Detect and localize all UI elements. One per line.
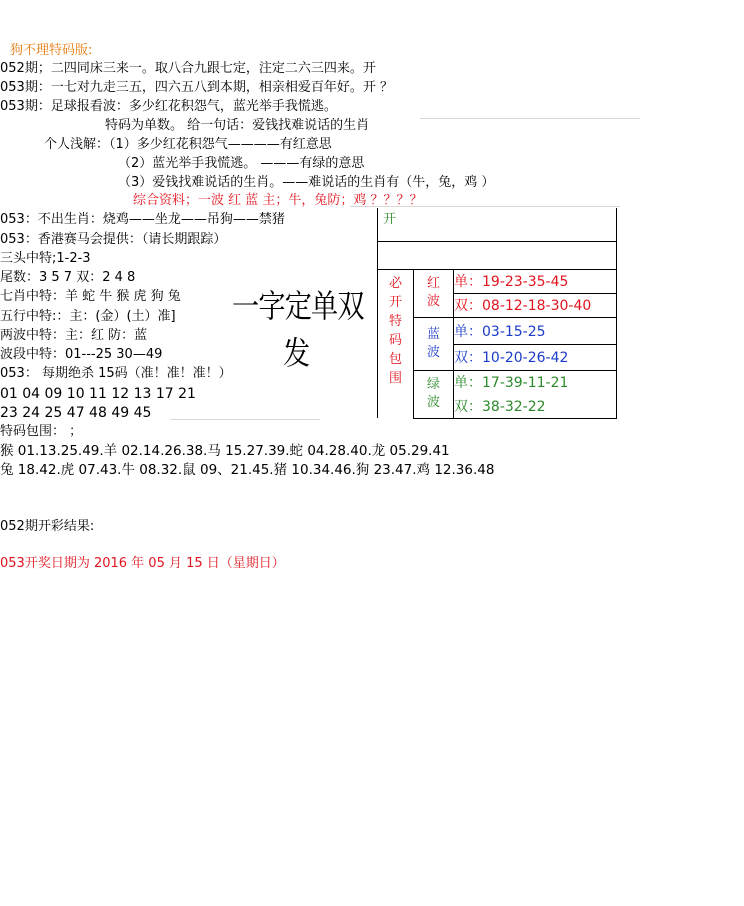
- green-wave-even: 双：38-32-22: [454, 394, 617, 418]
- red-wave-label: 红波: [427, 276, 441, 309]
- line-zodiac-numbers-2: 兔 18.42.虎 07.43.牛 08.32.鼠 09、21.45.猪 10.34.46.狗 23.47.鸡 12.36.48: [0, 462, 495, 478]
- line-053-football: 053期：足球报看波：多少红花积怨气，蓝光举手我慌逃。: [0, 99, 337, 114]
- red-wave-even: 双：08-12-18-30-40: [454, 293, 617, 317]
- line-three-heads: 三头中特;1-2-3: [0, 251, 91, 266]
- line-personal-explain-3: （3）爱钱找难说话的生肖。——难说话的生肖有（牛，兔，鸡 ）: [118, 175, 495, 190]
- line-tema-surround: 特码包围： ；: [0, 424, 83, 439]
- line-kill-numbers: 053： 每期绝杀 15码（准！准！准！）: [0, 366, 232, 381]
- handwritten-slogan-1: 一字定单双: [232, 287, 364, 325]
- line-personal-explain-2: （2）蓝光举手我慌逃。 ———有绿的意思: [118, 156, 365, 171]
- red-wave-odd: 单：19-23-35-45: [454, 269, 617, 293]
- page-title: 狗不理特码版:: [10, 43, 93, 58]
- handwritten-slogan-2: 发: [283, 334, 310, 372]
- blue-wave-odd: 单：03-15-25: [454, 317, 617, 344]
- line-five-elements: 五行中特:：主：(金）(土）准]: [0, 309, 176, 324]
- line-zodiac-numbers-1: 猴 01.13.25.49.羊 02.14.26.38.马 15.27.39.蛇 04.28.40.龙 05.29.41: [0, 443, 450, 459]
- line-numbers-1: 01 04 09 10 11 12 13 17 21: [0, 386, 196, 402]
- line-excluded-zodiac: 053：不出生肖：烧鸡——坐龙——吊狗——禁猪: [0, 212, 285, 227]
- line-wave-range: 波段中特：01---25 30—49: [0, 347, 163, 362]
- line-tail-numbers: 尾数：3 5 7 双：2 4 8: [0, 270, 136, 285]
- line-numbers-2: 23 24 25 47 48 49 45: [0, 405, 152, 421]
- faint-divider: [420, 118, 640, 119]
- green-wave-label: 绿波: [427, 377, 441, 410]
- line-summary: 综合资料；一波 红 蓝 主；牛，兔防；鸡 ？？？？: [133, 193, 423, 208]
- line-seven-zodiac: 七肖中特：羊 蛇 牛 猴 虎 狗 兔: [0, 289, 181, 304]
- line-053-riddle: 053期：一七对九走三五，四六五八到本期，相亲相爱百年好。开 ？: [0, 80, 393, 95]
- wave-table: [377, 208, 617, 419]
- must-open-label: 必开特码包围: [389, 275, 403, 386]
- line-two-waves: 两波中特：主：红 防：蓝: [0, 328, 148, 343]
- green-wave-odd: 单：17-39-11-21: [454, 370, 617, 394]
- line-052-result: 052期开彩结果:: [0, 519, 95, 534]
- faint-divider: [170, 419, 320, 420]
- blue-wave-label: 蓝波: [427, 326, 441, 360]
- line-hk-jockey: 053：香港赛马会提供：（请长期跟踪）: [0, 232, 227, 247]
- blue-wave-even: 双：10-20-26-42: [454, 344, 617, 370]
- line-053-draw-date: 053开奖日期为 2016 年 05 月 15 日（星期日）: [0, 556, 285, 571]
- line-personal-explain-1: 个人浅解：（1）多少红花积怨气————有红意思: [44, 137, 332, 152]
- kai-label: 开: [383, 212, 397, 227]
- line-052-riddle: 052期；二四同床三来一。取八合九跟七定，注定二六三四来。开: [0, 61, 376, 76]
- line-tema-hint: 特码为单数。 给一句话：爱钱找难说话的生肖: [105, 118, 370, 133]
